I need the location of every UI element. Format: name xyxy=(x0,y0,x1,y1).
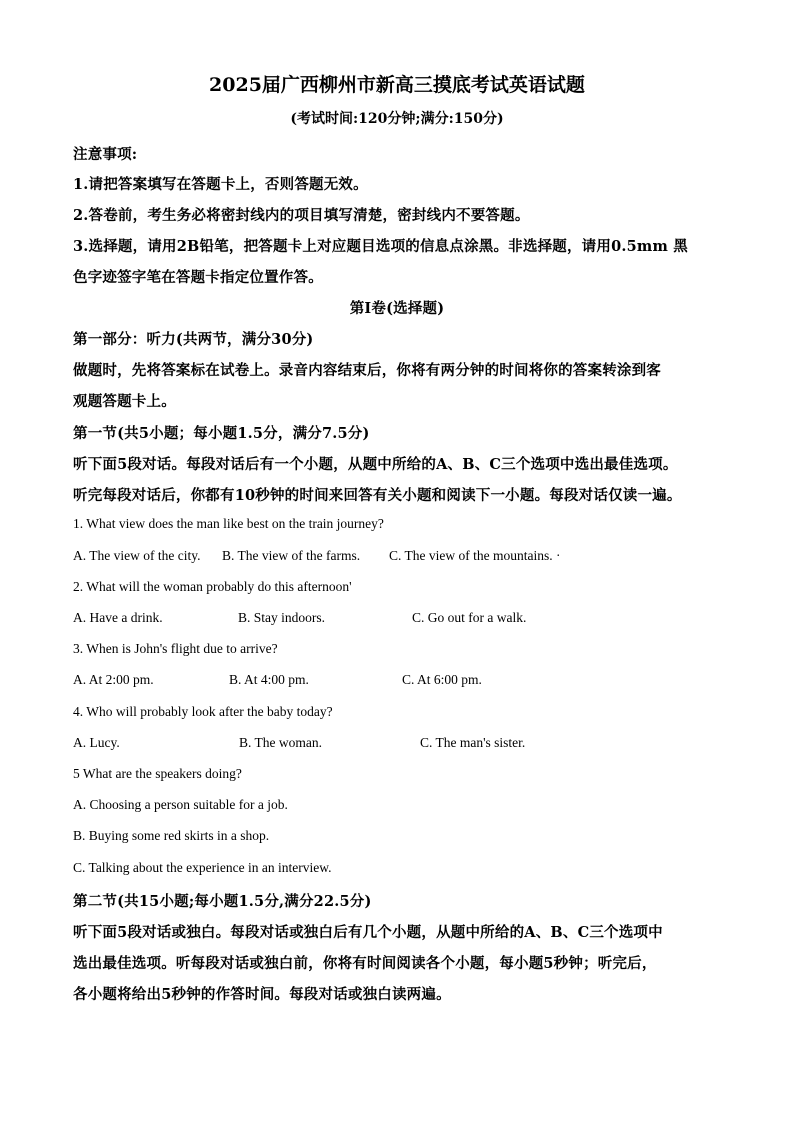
section1-intro-line-1: 听下面5段对话。每段对话后有一个小题，从题中所给的A、B、C三个选项中选出最佳选项。 xyxy=(73,456,678,473)
question-3-option-c: C. At 6:00 pm. xyxy=(402,672,482,687)
question-3-stem: 3. When is John's flight due to arrive? xyxy=(73,641,278,656)
notes-item-3-line-1: 3.选择题，请用2B铅笔，把答题卡上对应题目选项的信息点涂黑。非选择题，请用0.5mm 黑 xyxy=(73,238,688,255)
question-1-option-b: B. The view of the farms. xyxy=(222,548,361,563)
question-2-option-b: B. Stay indoors. xyxy=(238,610,326,625)
section2-intro-line-2: 选出最佳选项。听每段对话或独白前，你将有时间阅读各个小题，每小题5秒钟；听完后， xyxy=(73,955,657,972)
section2-heading: 第二节(共15小题;每小题1.5分,满分22.5分) xyxy=(73,893,372,910)
question-4-option-b: B. The woman. xyxy=(239,735,322,750)
section2-intro-line-3: 各小题将给出5秒钟的作答时间。每段对话或独白读两遍。 xyxy=(73,986,451,1003)
question-1-option-a: A. The view of the city. xyxy=(73,548,201,563)
question-2-option-c: C. Go out for a walk. xyxy=(412,610,527,625)
question-4-stem: 4. Who will probably look after the baby today? xyxy=(73,704,333,719)
question-5-option-a: A. Choosing a person suitable for a job. xyxy=(73,797,288,812)
question-5-option-b: B. Buying some red skirts in a shop. xyxy=(73,828,270,843)
question-4-option-c: C. The man's sister. xyxy=(420,735,526,750)
question-1-stem: 1. What view does the man like best on the train journey? xyxy=(73,516,384,531)
question-3-option-b: B. At 4:00 pm. xyxy=(229,672,309,687)
exam-subtitle: (考试时间:120分钟;满分:150分) xyxy=(290,111,504,127)
question-1-option-c: C. The view of the mountains. · xyxy=(389,548,561,563)
notes-item-1: 1.请把答案填写在答题卡上，否则答题无效。 xyxy=(73,176,368,193)
question-4-option-a: A. Lucy. xyxy=(73,735,120,750)
part1-intro-line-2: 观题答题卡上。 xyxy=(73,393,176,410)
question-5-stem: 5 What are the speakers doing? xyxy=(73,766,242,781)
section1-intro-line-2: 听完每段对话后，你都有10秒钟的时间来回答有关小题和阅读下一小题。每段对话仅读一遍。 xyxy=(73,487,682,504)
part1-intro-line-1: 做题时，先将答案标在试卷上。录音内容结束后，你将有两分钟的时间将你的答案转涂到客 xyxy=(73,362,661,379)
question-2-option-a: A. Have a drink. xyxy=(73,610,163,625)
section2-intro-line-1: 听下面5段对话或独白。每段对话或独白后有几个小题，从题中所给的A、B、C三个选项中 xyxy=(73,924,663,941)
question-2-stem: 2. What will the woman probably do this afternoon' xyxy=(73,579,352,594)
notes-heading: 注意事项: xyxy=(73,146,138,163)
question-5-option-c: C. Talking about the experience in an interview. xyxy=(73,860,332,875)
part1-heading: 第一部分：听力(共两节，满分30分) xyxy=(73,331,314,348)
exam-title: 2025届广西柳州市新高三摸底考试英语试题 xyxy=(209,74,585,96)
volume-title: 第Ⅰ卷(选择题) xyxy=(349,300,445,317)
section1-heading: 第一节(共5小题；每小题1.5分，满分7.5分) xyxy=(73,425,370,442)
question-3-option-a: A. At 2:00 pm. xyxy=(73,672,154,687)
notes-item-3-line-2: 色字迹签字笔在答题卡指定位置作答。 xyxy=(73,269,323,286)
notes-item-2: 2.答卷前，考生务必将密封线内的项目填写清楚，密封线内不要答题。 xyxy=(73,207,530,224)
